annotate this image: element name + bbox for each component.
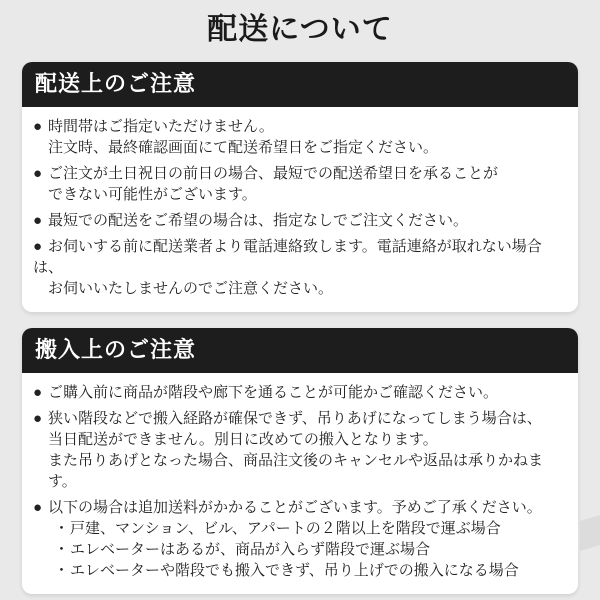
sub-bullet-icon: ・ xyxy=(54,541,70,558)
note-text: できない可能性がございます。 xyxy=(48,186,257,203)
page-title: 配送について xyxy=(207,13,393,46)
note-text: お伺いする前に配送業者より電話連絡致します。電話連絡が取れない場合は、 xyxy=(33,238,542,276)
note-text: 当日配送ができません。別日に改めての搬入となります。 xyxy=(48,431,438,448)
note-text: 注文時、最終確認画面にて配送希望日をご指定ください。 xyxy=(48,139,439,156)
note-text: 以下の場合は追加送料がかかることがございます。予めご了承ください。 xyxy=(48,499,542,516)
bullet-icon: ● xyxy=(33,499,43,516)
note-item xyxy=(33,408,566,492)
note-text: また吊りあげとなった場合、商品注文後のキャンセルや返品は承りかねます。 xyxy=(48,452,544,490)
note-text: エレベーターはあるが、商品が入らず階段で運ぶ場合 xyxy=(70,541,431,558)
note-text: 最短での配送をご希望の場合は、指定なしでご注文ください。 xyxy=(48,212,469,229)
note-text: エレベーターや階段でも搬入できず、吊り上げでの搬入になる場合 xyxy=(70,562,519,579)
delivery-notes-heading: 配送上のご注意 xyxy=(22,62,578,107)
bullet-icon: ● xyxy=(33,118,43,135)
bullet-icon: ● xyxy=(33,384,43,401)
note-item xyxy=(33,497,566,581)
note-item xyxy=(33,163,566,205)
note-item xyxy=(33,116,566,158)
carry-in-notes-body xyxy=(22,373,578,594)
note-item xyxy=(33,236,566,299)
bullet-icon: ● xyxy=(33,212,43,229)
delivery-notes-body xyxy=(22,107,578,312)
crate-icon xyxy=(580,515,600,551)
note-text: ご購入前に商品が階段や廊下を通ることが可能かご確認ください。 xyxy=(48,384,499,401)
bullet-icon: ● xyxy=(33,165,43,182)
delivery-notes-panel xyxy=(22,62,578,312)
carry-in-notes-panel xyxy=(22,328,578,594)
sub-bullet-icon: ・ xyxy=(54,562,70,579)
sub-bullet-icon: ・ xyxy=(54,520,70,537)
note-item xyxy=(33,210,566,231)
bullet-icon: ● xyxy=(33,238,43,255)
note-text: お伺いいたしませんのでご注意ください。 xyxy=(48,280,334,297)
note-text: ご注文が土日祝日の前日の場合、最短での配送希望日を承ることが xyxy=(48,165,499,182)
note-text: 狭い階段などで搬入経路が確保できず、吊りあげになってしまう場合は、 xyxy=(48,410,542,427)
note-text: 時間帯はご指定いただけません。 xyxy=(48,118,274,135)
bullet-icon: ● xyxy=(33,410,43,427)
note-text: 戸建、マンション、ビル、アパートの２階以上を階段で運ぶ場合 xyxy=(70,520,501,537)
note-item xyxy=(33,382,566,403)
carry-in-notes-heading: 搬入上のご注意 xyxy=(22,328,578,373)
